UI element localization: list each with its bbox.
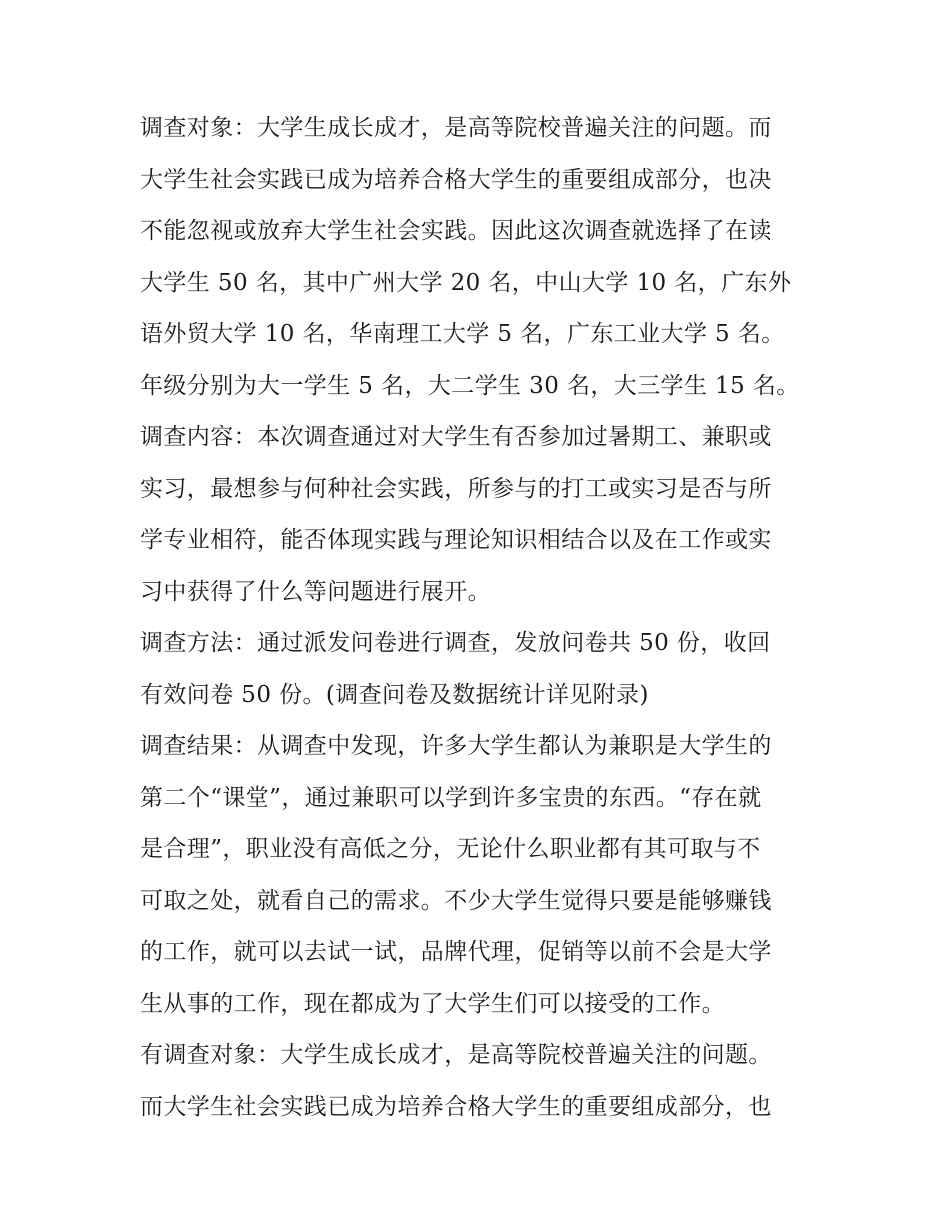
text-line: 有效问卷 50 份。(调查问卷及数据统计详见附录) bbox=[140, 681, 649, 708]
text-line: 而大学生社会实践已成为培养合格大学生的重要组成部分，也 bbox=[140, 1093, 772, 1120]
text-line: 调查结果：从调查中发现，许多大学生都认为兼职是大学生的 bbox=[140, 733, 772, 759]
text-line: 语外贸大学 10 名，华南理工大学 5 名，广东工业大学 5 名。 bbox=[140, 321, 785, 347]
text-line: 大学生 50 名，其中广州大学 20 名，中山大学 10 名，广东外 bbox=[140, 269, 792, 296]
text-line: 调查方法：通过派发问卷进行调查，发放问卷共 50 份，收回 bbox=[140, 630, 771, 656]
text-line: 习中获得了什么等问题进行展开。 bbox=[140, 578, 491, 605]
text-line: 可取之处，就看自己的需求。不少大学生觉得只要是能够赚钱 bbox=[140, 887, 772, 914]
body-text bbox=[140, 103, 830, 1133]
text-line: 是合理”，职业没有高低之分，无论什么职业都有其可取与不 bbox=[140, 836, 761, 862]
text-line: 实习，最想参与何种社会实践，所参与的打工或实习是否与所 bbox=[140, 475, 772, 502]
text-line: 学专业相符，能否体现实践与理论知识相结合以及在工作或实 bbox=[140, 527, 772, 553]
text-line: 大学生社会实践已成为培养合格大学生的重要组成部分，也决 bbox=[140, 166, 772, 193]
text-line: 的工作，就可以去试一试，品牌代理，促销等以前不会是大学 bbox=[140, 939, 772, 965]
text-line: 调查内容：本次调查通过对大学生有否参加过暑期工、兼职或 bbox=[140, 424, 772, 450]
text-line: 不能忽视或放弃大学生社会实践。因此这次调查就选择了在读 bbox=[140, 218, 772, 244]
text-line: 年级分别为大一学生 5 名，大二学生 30 名，大三学生 15 名。 bbox=[140, 372, 800, 399]
text-line: 调查对象：大学生成长成才，是高等院校普遍关注的问题。而 bbox=[140, 115, 772, 141]
text-line: 生从事的工作，现在都成为了大学生们可以接受的工作。 bbox=[140, 990, 725, 1017]
text-line: 第二个“课堂”，通过兼职可以学到许多宝贵的东西。“存在就 bbox=[140, 784, 762, 811]
text-line: 有调查对象：大学生成长成才，是高等院校普遍关注的问题。 bbox=[140, 1042, 772, 1068]
